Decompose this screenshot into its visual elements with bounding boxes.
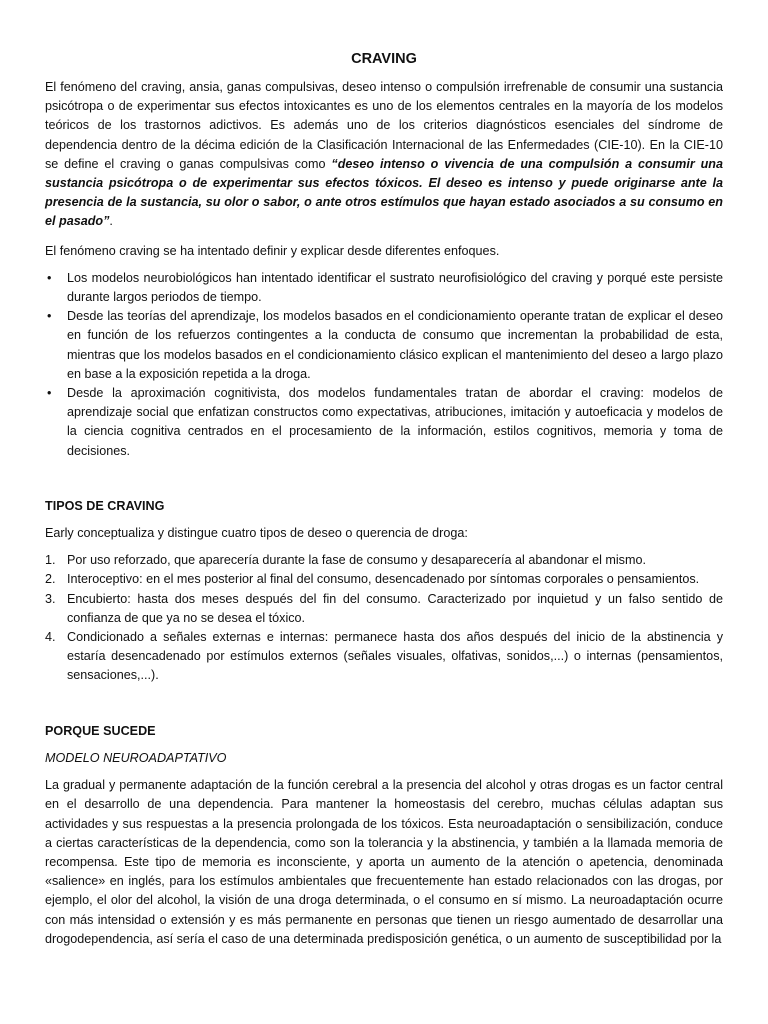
section-heading-types: TIPOS DE CRAVING (45, 498, 165, 513)
page-title: CRAVING (351, 51, 417, 67)
bullet-marker: • (47, 386, 52, 401)
bullet-marker: • (47, 309, 52, 324)
list-item-text: Interoceptivo: en el mes posterior al final del consumo, desencadenado por síntomas corporales o pensamientos. (67, 572, 700, 587)
types-list (45, 551, 723, 685)
list-item (45, 570, 723, 589)
list-item (45, 269, 723, 307)
list-number: 1. (45, 553, 56, 568)
list-number: 4. (45, 630, 56, 645)
list-item (45, 384, 723, 461)
list-item-text: Condicionado a señales externas e internas: permanece hasta dos años después del inicio de la abstinencia y estaría desencadenado por estímulos externos (señales visuales, olfativas, sonidos,...) o internas (pensamientos, sensaciones,...). (67, 630, 723, 683)
section-heading-why: PORQUE SUCEDE (45, 723, 156, 738)
document-page (45, 48, 723, 949)
approaches-list (45, 269, 723, 461)
intro-definition-quote: “deseo intenso o vivencia de una compulsión a consumir una sustancia psicótropa o de experimentar sus efectos tóxicos. El deseo es intenso y puede originarse ante la presencia de la sustancia, su olor o sabor, o ante otros estímulos que hayan estado asociados a su consumo en el pasado” (45, 156, 723, 229)
list-item-text: Por uso reforzado, que aparecería durante la fase de consumo y desaparecería al abandonar el mismo. (67, 553, 646, 568)
list-item (45, 590, 723, 628)
list-item (45, 307, 723, 384)
bullet-marker: • (47, 270, 52, 285)
list-number: 2. (45, 572, 56, 587)
approaches-lead: El fenómeno craving se ha intentado definir y explicar desde diferentes enfoques. (45, 243, 500, 258)
intro-end: . (109, 214, 113, 229)
list-number: 3. (45, 591, 56, 606)
section-subheading-model: MODELO NEUROADAPTATIVO (45, 750, 227, 765)
list-item-text: Los modelos neurobiológicos han intentado identificar el sustrato neurofisiológico del craving y porqué este persiste durante largos periodos de tiempo. (67, 270, 723, 305)
why-body-paragraph: La gradual y permanente adaptación de la función cerebral a la presencia del alcohol y otras drogas es un factor central en el desarrollo de una dependencia. Para mantener la homeostasis del cerebro, muchas células adaptan sus actividades y sus respuestas a la presencia prolongada de los tóxicos. Esta neuroadaptación o sensibilización, conduce a ciertas características de la dependencia, como son la tolerancia y la abstinencia, y también a la llamada memoria de recompensa. Este tipo de memoria es inconsciente, y aporta un aumento de la atención o apetencia, denominada «salience» en inglés, para los estímulos ambientales que frecuentemente han estado relacionados con las drogas, por ejemplo, el olor del alcohol, la visión de una droga determinada, o el consumo en sí mismo. La neuroadaptación ocurre con más intensidad o extensión y es más permanente en personas que tienen un riesgo aumentado de desarrollar una drogodependencia, así sería el caso de una determinada predisposición genética, o un aumento de susceptibilidad por la (45, 778, 723, 946)
list-item-text: Desde las teorías del aprendizaje, los modelos basados en el condicionamiento operante tratan de explicar el deseo en función de los refuerzos contingentes a la conducta de consumo que incrementan la probabilidad de esta, mientras que los modelos basados en el condicionamiento clásico explican el mantenimiento del deseo a largo plazo en base a la exposición repetida a la droga. (67, 309, 723, 381)
list-item (45, 551, 723, 570)
types-lead: Early conceptualiza y distingue cuatro tipos de deseo o querencia de droga: (45, 526, 468, 541)
intro-paragraph (45, 78, 723, 232)
list-item (45, 628, 723, 686)
list-item-text: Desde la aproximación cognitivista, dos modelos fundamentales tratan de abordar el craving: modelos de aprendizaje social que enfatizan constructos como expectativas, atribuciones, imitación y autoeficacia y modelos de la ciencia cognitiva centrados en el procesamiento de la información, estilos cognitivos, memoria y toma de decisiones. (67, 386, 723, 458)
list-item-text: Encubierto: hasta dos meses después del fin del consumo. Caracterizado por inquietud y un falso sentido de confianza de que ya no se desea el tóxico. (67, 591, 723, 625)
intro-text: El fenómeno del craving, ansia, ganas compulsivas, deseo intenso o compulsión irrefrenable de consumir una sustancia psicótropa o de experimentar sus efectos intoxicantes es uno de los elementos centrales en la mayoría de los modelos teóricos de los trastornos adictivos. Es además uno de los criterios diagnósticos esenciales del síndrome de dependencia dentro de la décima edición de la Clasificación Internacional de las Enfermedades (CIE-10). En la CIE-10 se define el craving o ganas compulsivas como (45, 80, 723, 171)
